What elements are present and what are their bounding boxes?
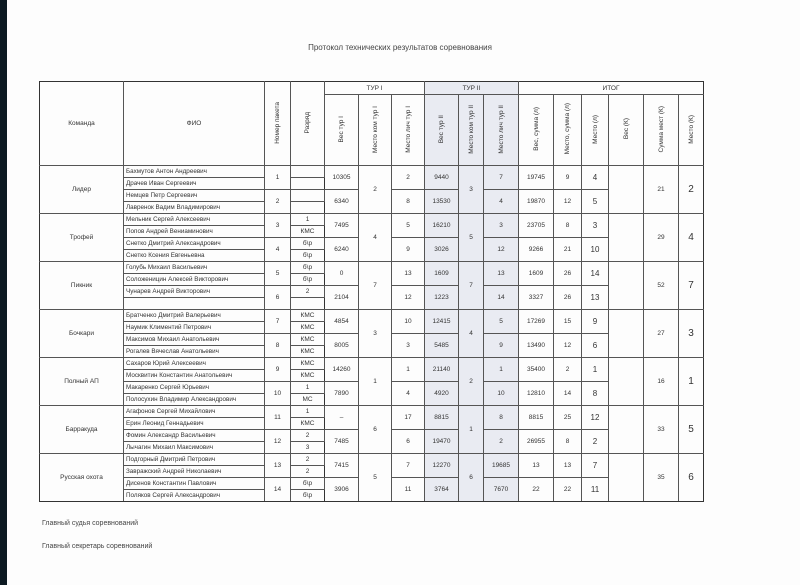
weight-sum: 19745 — [519, 166, 554, 190]
place-sum: 26 — [554, 262, 582, 286]
personal-place-tour2: 2 — [484, 430, 519, 454]
member-name: Москвитин Константин Анатольевич — [124, 370, 265, 382]
team-place-tour2: 3 — [459, 166, 484, 214]
member-rank: КМС — [291, 418, 325, 430]
weight-tour1: 10305 — [325, 166, 359, 190]
member-name: Макаренко Сергей Юрьевич — [124, 382, 265, 394]
team-weight — [609, 454, 644, 502]
team-place-tour1: 2 — [359, 166, 392, 214]
packet-number: 14 — [265, 478, 291, 502]
team-name: Бочкари — [40, 310, 124, 358]
header-rank: Разряд — [291, 82, 325, 166]
member-rank: КМС — [291, 358, 325, 370]
header-fio: ФИО — [124, 82, 265, 166]
weight-tour1: 7415 — [325, 454, 359, 478]
place-personal: 1 — [582, 358, 609, 382]
member-name: Соложеницин Алексей Викторович — [124, 274, 265, 286]
team-place-tour2: 5 — [459, 214, 484, 262]
member-name: Ерин Леонид Геннадьевич — [124, 418, 265, 430]
table-row — [40, 214, 704, 226]
weight-sum: 8815 — [519, 406, 554, 430]
team-place-tour1: 7 — [359, 262, 392, 310]
member-name: Драчев Иван Сергеевич — [124, 178, 265, 190]
scan-dark-edge — [0, 0, 7, 585]
personal-place-tour2: 10 — [484, 382, 519, 406]
table-row — [40, 166, 704, 178]
packet-number: 3 — [265, 214, 291, 238]
team-place-tour1: 5 — [359, 454, 392, 502]
place-personal: 4 — [582, 166, 609, 190]
team-name: Лидер — [40, 166, 124, 214]
weight-tour1: 14260 — [325, 358, 359, 382]
team-weight — [609, 166, 644, 214]
header-tour2: ТУР II — [425, 82, 519, 95]
member-rank: КМС — [291, 310, 325, 322]
member-rank: 2 — [291, 430, 325, 442]
weight-tour2: 8815 — [425, 406, 459, 430]
member-rank: 3 — [291, 442, 325, 454]
place-sum: 8 — [554, 214, 582, 238]
place-sum: 12 — [554, 190, 582, 214]
header-team: Команда — [40, 82, 124, 166]
weight-tour2: 13530 — [425, 190, 459, 214]
member-rank: 2 — [291, 286, 325, 298]
results-table — [39, 81, 704, 502]
header-w2: Вес тур II — [425, 95, 459, 166]
member-name: Снетко Дмитрий Александрович — [124, 238, 265, 250]
header-place-l: Место (л) — [582, 95, 609, 166]
personal-place-tour1: 1 — [392, 358, 425, 382]
table-row — [40, 358, 704, 370]
weight-tour1: – — [325, 406, 359, 430]
weight-tour1: 7495 — [325, 214, 359, 238]
team-weight — [609, 214, 644, 262]
place-personal: 10 — [582, 238, 609, 262]
footer-secretary: Главный секретарь соревнований — [42, 543, 153, 550]
header-w-k: Вес (К) — [609, 95, 644, 166]
weight-tour2: 3026 — [425, 238, 459, 262]
team-places-sum: 29 — [644, 214, 679, 262]
place-personal: 3 — [582, 214, 609, 238]
member-name: Поляков Сергей Александрович — [124, 490, 265, 502]
packet-number: 12 — [265, 430, 291, 454]
team-place-tour1: 3 — [359, 310, 392, 358]
header-w1: Вес тур I — [325, 95, 359, 166]
member-rank: б\р — [291, 238, 325, 250]
weight-tour2: 3764 — [425, 478, 459, 502]
weight-sum: 3327 — [519, 286, 554, 310]
member-name: Попов Андрей Вениаминович — [124, 226, 265, 238]
team-places-sum: 27 — [644, 310, 679, 358]
member-name: Завражский Андрей Николаевич — [124, 466, 265, 478]
member-rank: КМС — [291, 334, 325, 346]
header-total: ИТОГ — [519, 82, 704, 95]
member-name — [124, 298, 265, 310]
weight-sum: 9266 — [519, 238, 554, 262]
place-sum: 14 — [554, 382, 582, 406]
team-place-final: 3 — [679, 310, 704, 358]
personal-place-tour1: 4 — [392, 382, 425, 406]
member-name: Мельник Сергей Алексеевич — [124, 214, 265, 226]
team-name: Барракуда — [40, 406, 124, 454]
member-rank: б\р — [291, 262, 325, 274]
place-personal: 7 — [582, 454, 609, 478]
personal-place-tour2: 7 — [484, 166, 519, 190]
member-rank: 1 — [291, 214, 325, 226]
header-pers-place1: Место лич тур I — [392, 95, 425, 166]
personal-place-tour2: 8 — [484, 406, 519, 430]
member-name: Рогалев Вячеслав Анатольевич — [124, 346, 265, 358]
packet-number: 9 — [265, 358, 291, 382]
personal-place-tour2: 1 — [484, 358, 519, 382]
weight-tour1: 7485 — [325, 430, 359, 454]
personal-place-tour1: 10 — [392, 310, 425, 334]
weight-tour1: 2104 — [325, 286, 359, 310]
weight-tour2: 21140 — [425, 358, 459, 382]
packet-number: 13 — [265, 454, 291, 478]
member-rank: 2 — [291, 466, 325, 478]
place-personal: 12 — [582, 406, 609, 430]
personal-place-tour2: 3 — [484, 214, 519, 238]
team-place-tour1: 6 — [359, 406, 392, 454]
weight-tour2: 4920 — [425, 382, 459, 406]
personal-place-tour2: 19685 — [484, 454, 519, 478]
weight-sum: 13490 — [519, 334, 554, 358]
team-name: Русская охота — [40, 454, 124, 502]
weight-tour2: 1609 — [425, 262, 459, 286]
personal-place-tour1: 8 — [392, 190, 425, 214]
member-rank: б\р — [291, 250, 325, 262]
team-place-final: 1 — [679, 358, 704, 406]
personal-place-tour2: 7670 — [484, 478, 519, 502]
header-pers-place2: Место лич тур II — [484, 95, 519, 166]
document-title: Протокол технических результатов соревнования — [308, 43, 492, 52]
place-sum: 22 — [554, 478, 582, 502]
weight-sum: 1609 — [519, 262, 554, 286]
weight-tour2: 12415 — [425, 310, 459, 334]
packet-number: 6 — [265, 286, 291, 310]
team-place-tour2: 7 — [459, 262, 484, 310]
member-rank — [291, 202, 325, 214]
weight-tour1: 6240 — [325, 238, 359, 262]
personal-place-tour1: 13 — [392, 262, 425, 286]
member-name: Наумик Климентий Петрович — [124, 322, 265, 334]
weight-sum: 22 — [519, 478, 554, 502]
personal-place-tour2: 12 — [484, 238, 519, 262]
member-rank: 2 — [291, 454, 325, 466]
weight-sum: 19870 — [519, 190, 554, 214]
personal-place-tour1: 7 — [392, 454, 425, 478]
member-name: Полосухин Владимир Александрович — [124, 394, 265, 406]
member-name: Лавренок Вадим Владимирович — [124, 202, 265, 214]
packet-number: 5 — [265, 262, 291, 286]
weight-sum: 17269 — [519, 310, 554, 334]
member-rank: 1 — [291, 406, 325, 418]
team-places-sum: 35 — [644, 454, 679, 502]
member-rank: б\р — [291, 274, 325, 286]
team-places-sum: 52 — [644, 262, 679, 310]
team-name: Пикник — [40, 262, 124, 310]
place-personal: 11 — [582, 478, 609, 502]
weight-tour1: 4854 — [325, 310, 359, 334]
packet-number: 4 — [265, 238, 291, 262]
header-team-place1: Место ком тур I — [359, 95, 392, 166]
table-row — [40, 454, 704, 466]
member-rank — [291, 190, 325, 202]
packet-number: 7 — [265, 310, 291, 334]
results-body — [40, 166, 704, 502]
weight-tour1: 6340 — [325, 190, 359, 214]
personal-place-tour1: 3 — [392, 334, 425, 358]
weight-tour1: 7890 — [325, 382, 359, 406]
team-name: Трофей — [40, 214, 124, 262]
member-name: Максимов Михаил Анатольевич — [124, 334, 265, 346]
place-sum: 15 — [554, 310, 582, 334]
team-place-final: 5 — [679, 406, 704, 454]
personal-place-tour2: 5 — [484, 310, 519, 334]
personal-place-tour1: 11 — [392, 478, 425, 502]
member-name: Подгорный Дмитрий Петрович — [124, 454, 265, 466]
member-rank — [291, 178, 325, 190]
personal-place-tour2: 13 — [484, 262, 519, 286]
place-personal: 9 — [582, 310, 609, 334]
member-rank — [291, 298, 325, 310]
footer-judge: Главный судья соревнований — [42, 520, 139, 527]
header-packet: Номер пакета — [265, 82, 291, 166]
team-place-final: 7 — [679, 262, 704, 310]
member-rank: КМС — [291, 346, 325, 358]
weight-tour1: 8005 — [325, 334, 359, 358]
personal-place-tour2: 9 — [484, 334, 519, 358]
place-sum: 12 — [554, 334, 582, 358]
team-place-tour1: 1 — [359, 358, 392, 406]
weight-tour2: 12270 — [425, 454, 459, 478]
place-personal: 8 — [582, 382, 609, 406]
personal-place-tour1: 17 — [392, 406, 425, 430]
member-name: Бахмутов Антон Андреевич — [124, 166, 265, 178]
weight-tour1: 3906 — [325, 478, 359, 502]
place-sum: 2 — [554, 358, 582, 382]
table-row — [40, 406, 704, 418]
weight-sum: 23705 — [519, 214, 554, 238]
weight-tour2: 5485 — [425, 334, 459, 358]
place-personal: 2 — [582, 430, 609, 454]
member-name: Братченко Дмитрий Валерьевич — [124, 310, 265, 322]
personal-place-tour2: 4 — [484, 190, 519, 214]
member-rank: КМС — [291, 322, 325, 334]
member-name: Голубь Михаил Васильевич — [124, 262, 265, 274]
weight-tour2: 16210 — [425, 214, 459, 238]
packet-number: 8 — [265, 334, 291, 358]
place-sum: 25 — [554, 406, 582, 430]
header-place-sum: Место, сумма (л) — [554, 95, 582, 166]
member-name: Дисенов Константин Павлович — [124, 478, 265, 490]
member-rank: б\р — [291, 478, 325, 490]
place-sum: 9 — [554, 166, 582, 190]
place-sum: 21 — [554, 238, 582, 262]
team-place-tour1: 4 — [359, 214, 392, 262]
team-places-sum: 16 — [644, 358, 679, 406]
personal-place-tour1: 6 — [392, 430, 425, 454]
member-rank: б\р — [291, 490, 325, 502]
weight-tour2: 9440 — [425, 166, 459, 190]
team-place-tour2: 4 — [459, 310, 484, 358]
weight-tour2: 1223 — [425, 286, 459, 310]
packet-number: 2 — [265, 190, 291, 214]
team-place-final: 4 — [679, 214, 704, 262]
place-sum: 8 — [554, 430, 582, 454]
member-name: Лычагин Михаил Максимович — [124, 442, 265, 454]
personal-place-tour1: 5 — [392, 214, 425, 238]
member-name: Чунарев Андрей Викторович — [124, 286, 265, 298]
personal-place-tour1: 2 — [392, 166, 425, 190]
member-rank: 1 — [291, 382, 325, 394]
weight-tour2: 19470 — [425, 430, 459, 454]
team-place-tour2: 2 — [459, 358, 484, 406]
packet-number: 11 — [265, 406, 291, 430]
header-place-k: Место (К) — [679, 95, 704, 166]
weight-sum: 13 — [519, 454, 554, 478]
packet-number: 1 — [265, 166, 291, 190]
header-team-place2: Место ком тур II — [459, 95, 484, 166]
team-place-final: 6 — [679, 454, 704, 502]
weight-sum: 35400 — [519, 358, 554, 382]
place-sum: 26 — [554, 286, 582, 310]
team-place-tour2: 1 — [459, 406, 484, 454]
member-name: Агафонов Сергей Михайлович — [124, 406, 265, 418]
header-w-sum: Вес, сумма (л) — [519, 95, 554, 166]
personal-place-tour1: 12 — [392, 286, 425, 310]
place-sum: 13 — [554, 454, 582, 478]
team-weight — [609, 358, 644, 406]
team-weight — [609, 262, 644, 310]
place-personal: 14 — [582, 262, 609, 286]
member-rank: КМС — [291, 370, 325, 382]
place-personal: 13 — [582, 286, 609, 310]
member-rank — [291, 166, 325, 178]
packet-number: 10 — [265, 382, 291, 406]
place-personal: 6 — [582, 334, 609, 358]
header-tour1: ТУР I — [325, 82, 425, 95]
member-name: Снетко Ксения Евгеньевна — [124, 250, 265, 262]
member-name: Фомин Александр Васильевич — [124, 430, 265, 442]
team-places-sum: 33 — [644, 406, 679, 454]
team-place-final: 2 — [679, 166, 704, 214]
weight-tour1: 0 — [325, 262, 359, 286]
member-rank: МС — [291, 394, 325, 406]
table-row — [40, 310, 704, 322]
member-name: Сахаров Юрий Алексеевич — [124, 358, 265, 370]
table-row — [40, 262, 704, 274]
weight-sum: 26955 — [519, 430, 554, 454]
header-places-sum-k: Сумма мест (К) — [644, 95, 679, 166]
team-name: Полный АП — [40, 358, 124, 406]
place-personal: 5 — [582, 190, 609, 214]
team-place-tour2: 6 — [459, 454, 484, 502]
personal-place-tour2: 14 — [484, 286, 519, 310]
member-name: Немцев Петр Сергеевич — [124, 190, 265, 202]
weight-sum: 12810 — [519, 382, 554, 406]
team-weight — [609, 406, 644, 454]
personal-place-tour1: 9 — [392, 238, 425, 262]
team-places-sum: 21 — [644, 166, 679, 214]
team-weight — [609, 310, 644, 358]
member-rank: КМС — [291, 226, 325, 238]
